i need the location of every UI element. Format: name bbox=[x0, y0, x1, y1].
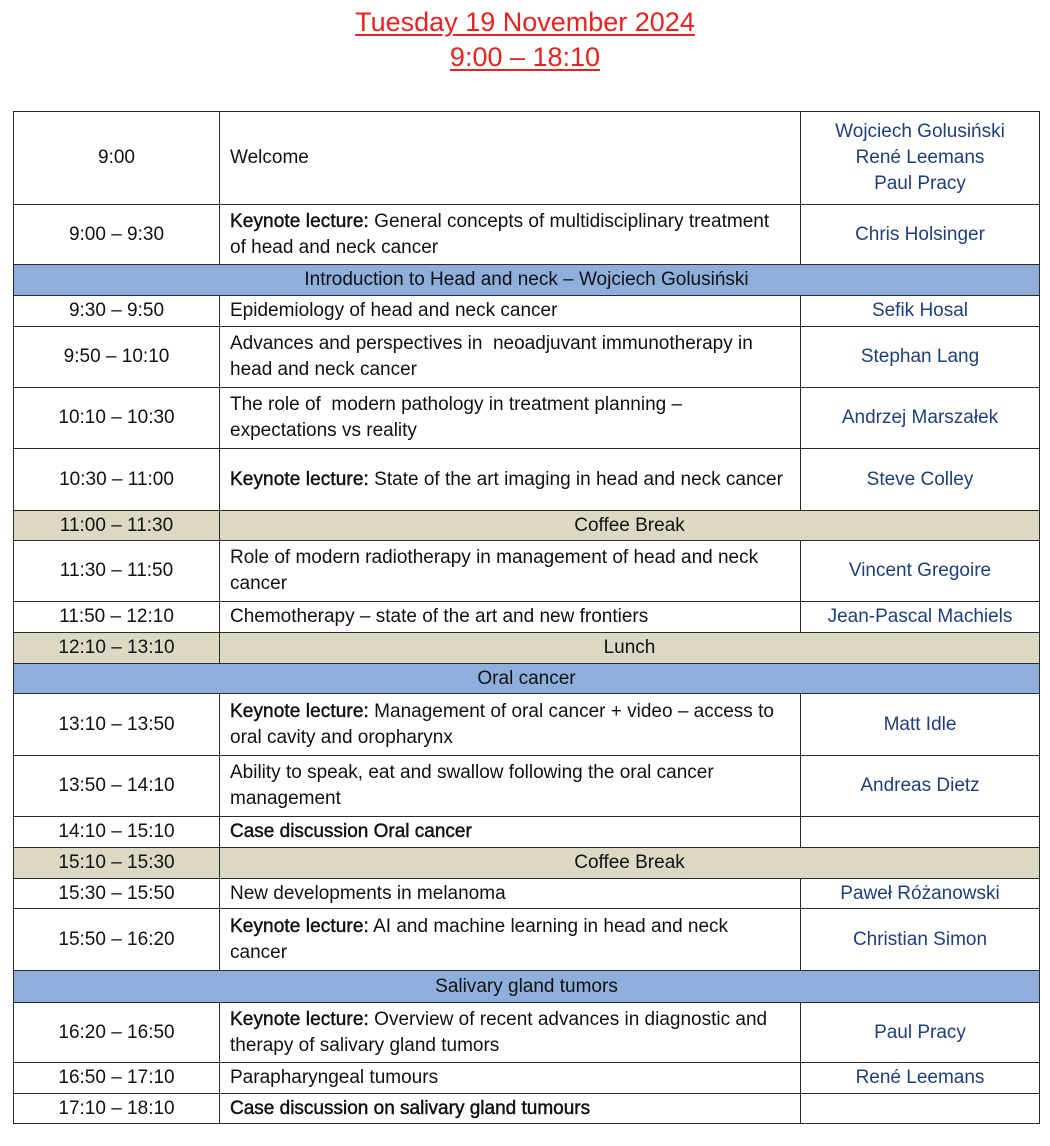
schedule-table bbox=[13, 111, 1040, 1124]
session-title: The role of modern pathology in treatment planning – expectations vs reality bbox=[220, 388, 801, 449]
break-label: Coffee Break bbox=[220, 511, 1040, 541]
session-title-text: General concepts of multidisciplinary treatment of head and neck cancer bbox=[230, 210, 770, 258]
speaker-line: René Leemans bbox=[855, 147, 985, 168]
session-title: Role of modern radiotherapy in management of head and neck cancer bbox=[220, 541, 801, 602]
table-row bbox=[14, 1063, 1040, 1094]
session-title bbox=[220, 909, 801, 971]
table-row bbox=[14, 602, 1040, 633]
session-speaker: Paweł Różanowski bbox=[801, 879, 1040, 909]
session-speaker bbox=[801, 1094, 1040, 1124]
table-row bbox=[14, 879, 1040, 909]
keynote-label: Keynote lecture: bbox=[230, 915, 369, 937]
session-speaker: Vincent Gregoire bbox=[801, 541, 1040, 602]
session-title-text: AI and machine learning in head and neck cancer bbox=[230, 915, 729, 963]
session-speaker: Sefik Hosal bbox=[801, 296, 1040, 327]
table-row bbox=[14, 756, 1040, 817]
session-time: 17:10 – 18:10 bbox=[14, 1094, 220, 1124]
speaker-line: Wojciech Golusiński bbox=[835, 121, 1005, 142]
session-speaker bbox=[801, 112, 1040, 205]
keynote-label: Keynote lecture: bbox=[230, 1008, 369, 1030]
session-time: 15:30 – 15:50 bbox=[14, 879, 220, 909]
session-speaker: Christian Simon bbox=[801, 909, 1040, 971]
session-speaker bbox=[801, 817, 1040, 848]
session-speaker: Andreas Dietz bbox=[801, 756, 1040, 817]
break-time: 15:10 – 15:30 bbox=[14, 848, 220, 879]
break-label: Lunch bbox=[220, 633, 1040, 664]
keynote-label: Keynote lecture: bbox=[230, 468, 369, 490]
session-time: 10:30 – 11:00 bbox=[14, 449, 220, 511]
break-row bbox=[14, 511, 1040, 541]
session-speaker: Andrzej Marszałek bbox=[801, 388, 1040, 449]
session-speaker: Chris Holsinger bbox=[801, 205, 1040, 265]
session-title bbox=[220, 449, 801, 511]
event-date: Tuesday 19 November 2024 bbox=[355, 7, 695, 37]
break-time: 11:00 – 11:30 bbox=[14, 511, 220, 541]
session-speaker: Steve Colley bbox=[801, 449, 1040, 511]
break-label: Coffee Break bbox=[220, 848, 1040, 879]
table-row bbox=[14, 449, 1040, 511]
session-time: 16:50 – 17:10 bbox=[14, 1063, 220, 1094]
session-time: 13:50 – 14:10 bbox=[14, 756, 220, 817]
table-row bbox=[14, 205, 1040, 265]
session-time: 14:10 – 15:10 bbox=[14, 817, 220, 848]
keynote-label: Keynote lecture: bbox=[230, 210, 369, 232]
section-row bbox=[14, 971, 1040, 1003]
session-title: Parapharyngeal tumours bbox=[220, 1063, 801, 1094]
table-row bbox=[14, 541, 1040, 602]
session-title bbox=[220, 1003, 801, 1063]
speaker-line: Paul Pracy bbox=[874, 173, 966, 194]
session-time: 13:10 – 13:50 bbox=[14, 694, 220, 756]
session-time: 9:00 – 9:30 bbox=[14, 205, 220, 265]
break-row bbox=[14, 633, 1040, 664]
break-time: 12:10 – 13:10 bbox=[14, 633, 220, 664]
break-row bbox=[14, 848, 1040, 879]
session-title-text: State of the art imaging in head and neck cancer bbox=[368, 468, 783, 490]
session-time: 11:50 – 12:10 bbox=[14, 602, 220, 633]
section-title: Introduction to Head and neck – Wojciech Golusiński bbox=[14, 265, 1040, 296]
section-row bbox=[14, 265, 1040, 296]
table-row bbox=[14, 817, 1040, 848]
session-time: 16:20 – 16:50 bbox=[14, 1003, 220, 1063]
session-title: New developments in melanoma bbox=[220, 879, 801, 909]
table-row bbox=[14, 327, 1040, 388]
page-header bbox=[0, 0, 1050, 75]
session-title: Case discussion Oral cancer bbox=[220, 817, 801, 848]
session-title: Case discussion on salivary gland tumours bbox=[220, 1094, 801, 1124]
session-title: Advances and perspectives in neoadjuvant immunotherapy in head and neck cancer bbox=[220, 327, 801, 388]
session-title-text: Overview of recent advances in diagnostic and therapy of salivary gland tumors bbox=[230, 1008, 768, 1056]
session-speaker: Paul Pracy bbox=[801, 1003, 1040, 1063]
session-speaker: Jean-Pascal Machiels bbox=[801, 602, 1040, 633]
table-row bbox=[14, 112, 1040, 205]
table-row bbox=[14, 1094, 1040, 1124]
session-time: 9:00 bbox=[14, 112, 220, 205]
table-row bbox=[14, 388, 1040, 449]
section-title: Oral cancer bbox=[14, 664, 1040, 694]
section-title: Salivary gland tumors bbox=[14, 971, 1040, 1003]
section-row bbox=[14, 664, 1040, 694]
session-title-text: Management of oral cancer + video – access to oral cavity and oropharynx bbox=[230, 700, 774, 748]
session-title bbox=[220, 694, 801, 756]
event-hours: 9:00 – 18:10 bbox=[449, 42, 601, 72]
session-title bbox=[220, 205, 801, 265]
table-row bbox=[14, 909, 1040, 971]
session-time: 11:30 – 11:50 bbox=[14, 541, 220, 602]
session-title: Ability to speak, eat and swallow following the oral cancer management bbox=[220, 756, 801, 817]
table-row bbox=[14, 694, 1040, 756]
session-title: Welcome bbox=[220, 112, 801, 205]
table-row bbox=[14, 296, 1040, 327]
session-time: 10:10 – 10:30 bbox=[14, 388, 220, 449]
session-time: 15:50 – 16:20 bbox=[14, 909, 220, 971]
session-time: 9:30 – 9:50 bbox=[14, 296, 220, 327]
session-speaker: Stephan Lang bbox=[801, 327, 1040, 388]
session-time: 9:50 – 10:10 bbox=[14, 327, 220, 388]
session-speaker: René Leemans bbox=[801, 1063, 1040, 1094]
keynote-label: Keynote lecture: bbox=[230, 700, 369, 722]
session-title: Epidemiology of head and neck cancer bbox=[220, 296, 801, 327]
session-speaker: Matt Idle bbox=[801, 694, 1040, 756]
session-title: Chemotherapy – state of the art and new frontiers bbox=[220, 602, 801, 633]
table-row bbox=[14, 1003, 1040, 1063]
